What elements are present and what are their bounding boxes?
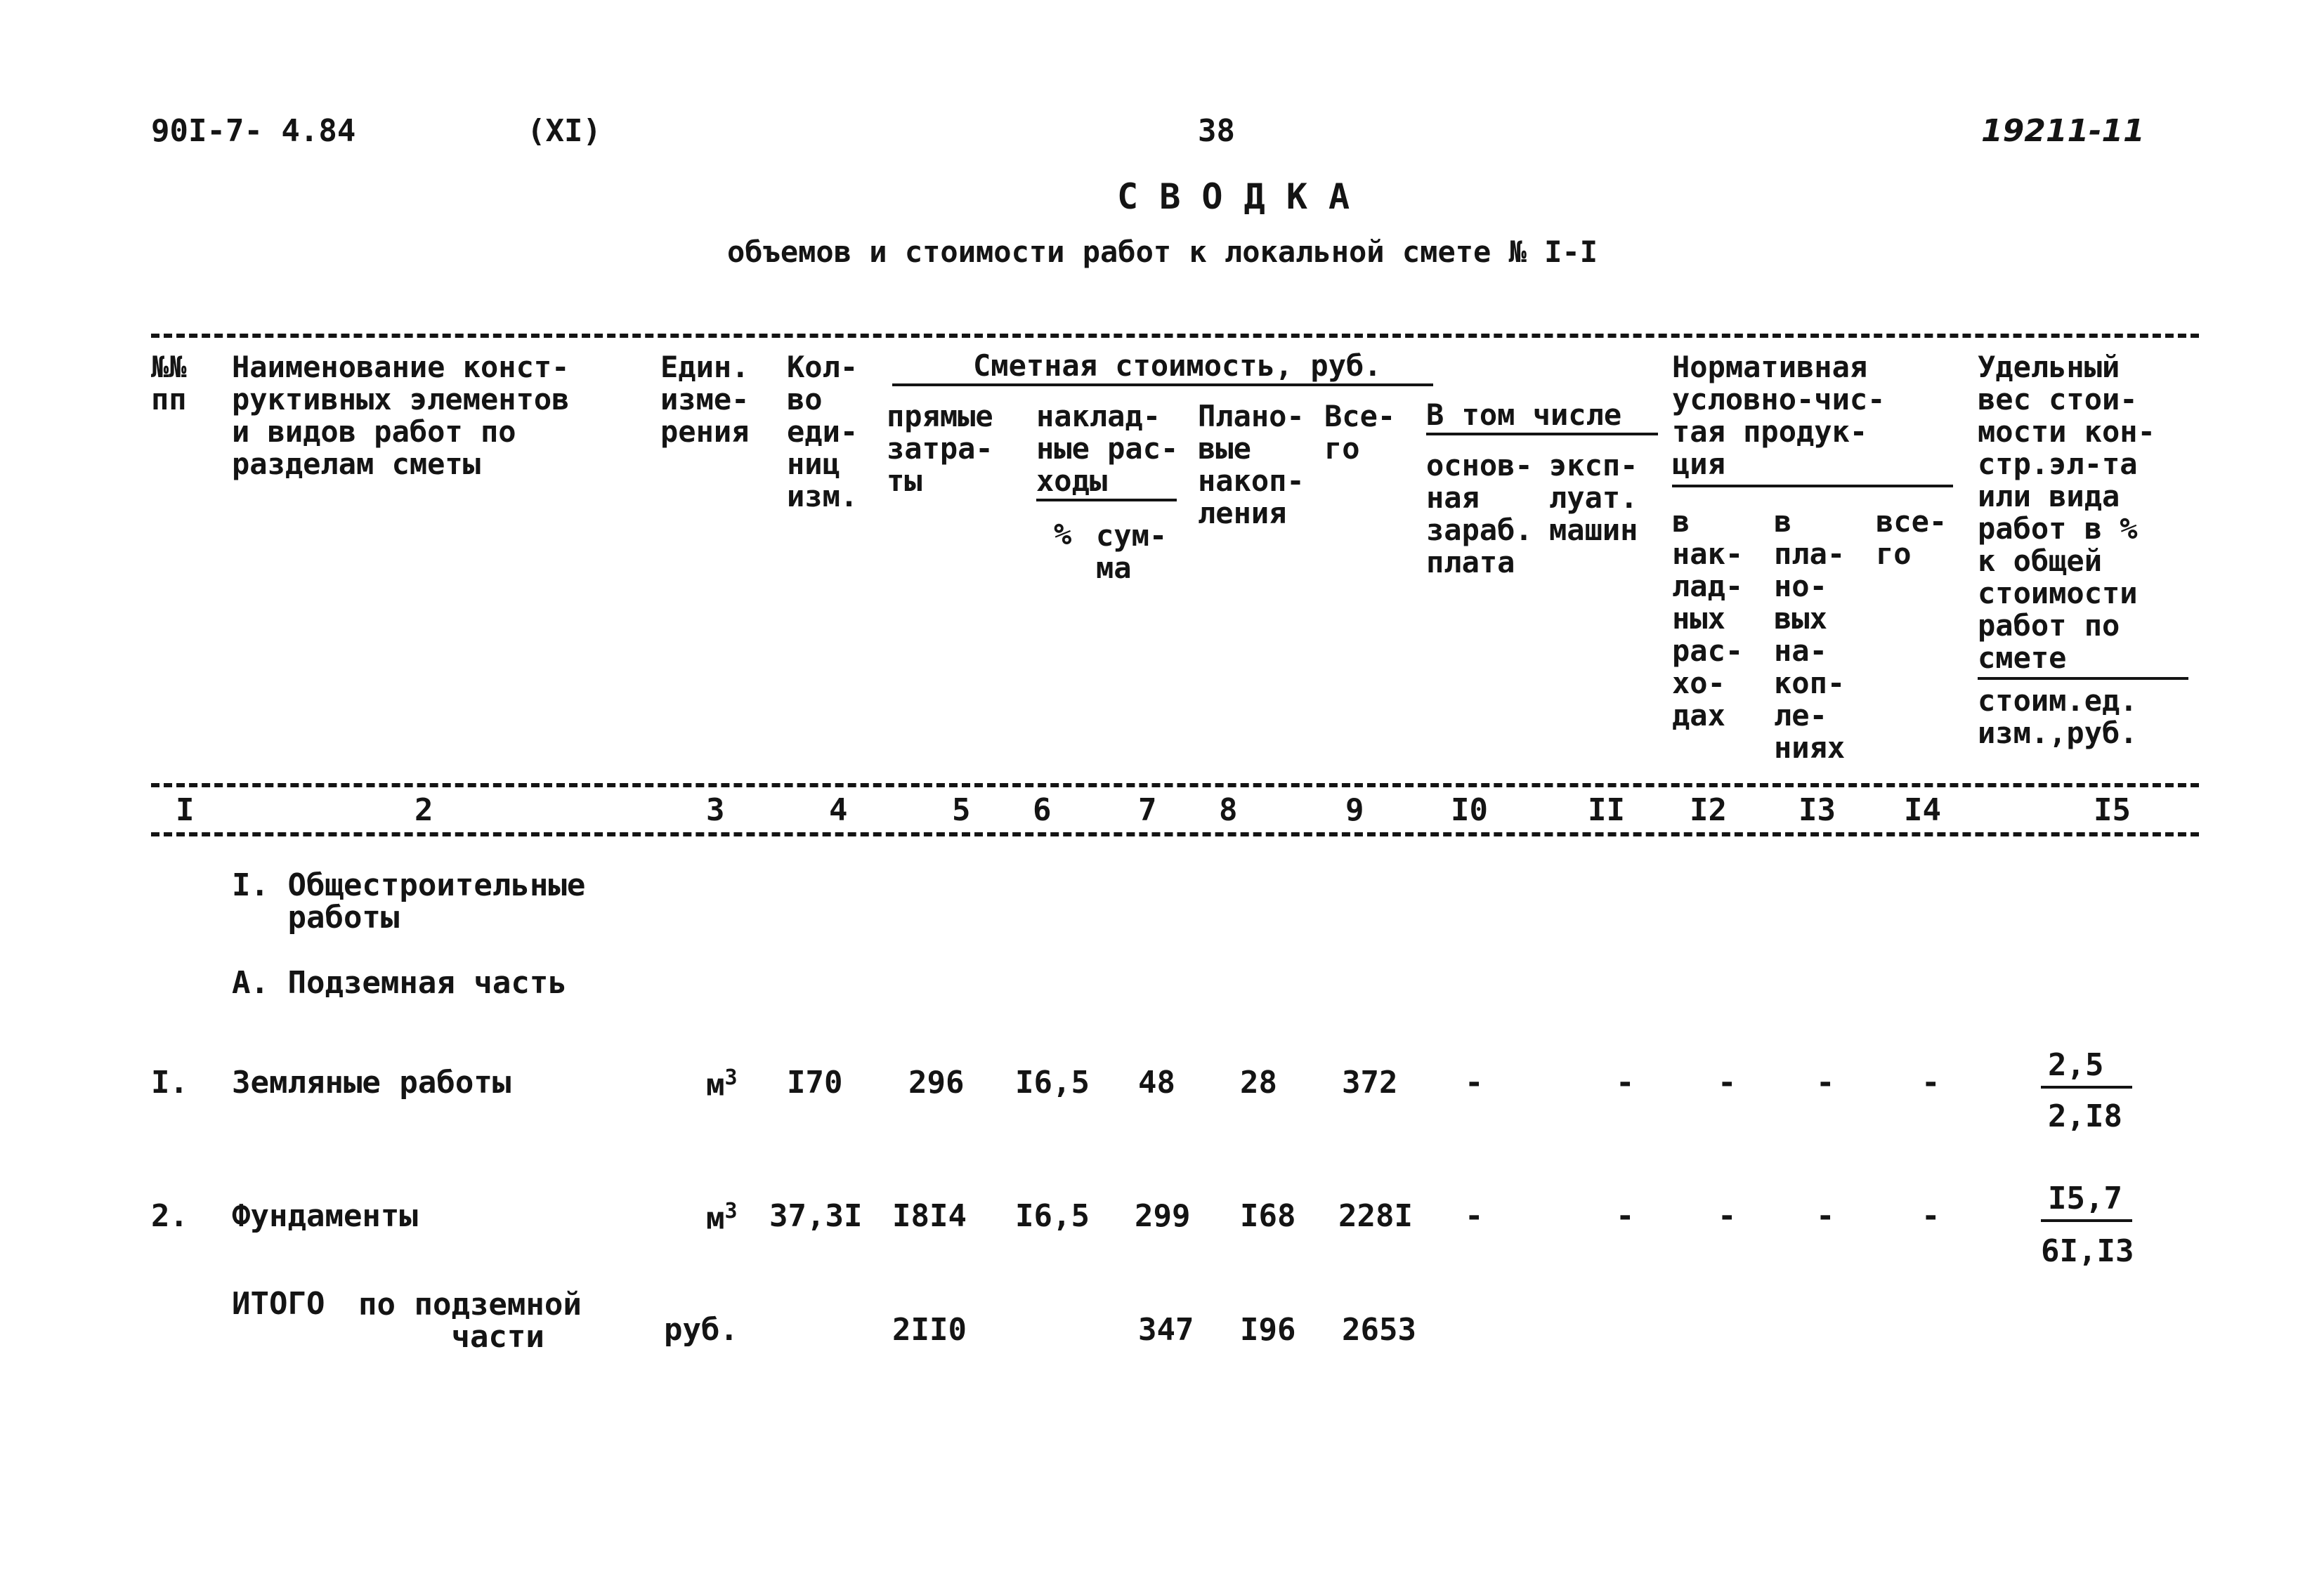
row-norm-overhead: - — [1718, 1198, 1737, 1234]
section-underground-part: А. Подземная часть — [232, 965, 567, 1001]
normative-underline — [1672, 485, 1953, 487]
subtotal-label-detail: по подземной части — [358, 1287, 582, 1355]
row-quantity: 37,3I — [769, 1198, 863, 1234]
column-number-8: 8 — [1219, 792, 1238, 828]
fraction-bar — [2041, 1219, 2132, 1222]
column-number-2: 2 — [414, 792, 433, 828]
cost-group-underline — [892, 383, 1433, 386]
row-share-percent: 2,5 — [2048, 1047, 2104, 1083]
including-underline — [1426, 433, 1658, 435]
subtotal-direct-costs: 2II0 — [892, 1312, 967, 1348]
subtotal-total-cost: 2653 — [1342, 1312, 1416, 1348]
column-number-14: I4 — [1904, 792, 1941, 828]
subtotal-overhead-sum: 347 — [1138, 1312, 1194, 1348]
row-name: Земляные работы — [232, 1065, 511, 1101]
header-overhead-sum: сум- ма — [1096, 518, 1168, 585]
header-specific-weight: Удельный вес стои- мости кон- стр.эл-та или вида работ в % к общей стоимости работ по смете — [1978, 350, 2155, 675]
subtotal-unit: руб. — [664, 1312, 738, 1348]
header-normative-group: Нормативная условно-чис- тая продук- ция — [1672, 350, 1886, 481]
header-quantity: Кол- во еди- ниц изм. — [787, 350, 859, 513]
column-numbers-rule — [151, 832, 2199, 836]
header-overhead-percent: % — [1054, 517, 1072, 551]
column-number-10: I0 — [1451, 792, 1488, 828]
row-norm-total: - — [1921, 1198, 1940, 1234]
row-overhead-percent: I6,5 — [1015, 1065, 1090, 1101]
header-unit: Един. изме- рения — [660, 350, 750, 449]
column-number-5: 5 — [952, 792, 971, 828]
row-unit-cost: 2,I8 — [2048, 1098, 2122, 1134]
header-basic-wages: основ- ная зараб. плата — [1426, 448, 1533, 579]
header-unit-cost: стоим.ед. изм.,руб. — [1978, 683, 2138, 750]
row-planned-savings: I68 — [1240, 1198, 1296, 1234]
row-quantity: I70 — [787, 1065, 843, 1101]
inventory-number: 19211-11 — [1981, 113, 2145, 149]
row-basic-wages: - — [1465, 1065, 1484, 1101]
column-number-6: 6 — [1033, 792, 1052, 828]
header-overhead: наклад- ные рас- ходы — [1036, 399, 1179, 498]
column-number-15: I5 — [2094, 792, 2131, 828]
header-total-cost: Все- го — [1324, 399, 1396, 466]
row-overhead-sum: 299 — [1135, 1198, 1191, 1234]
fraction-bar — [2041, 1086, 2132, 1089]
column-number-13: I3 — [1799, 792, 1836, 828]
row-norm-total: - — [1921, 1065, 1940, 1101]
specific-weight-underline — [1978, 677, 2188, 680]
row-name: Фундаменты — [232, 1198, 418, 1234]
section-general-construction: I. Общестроительные работы — [232, 867, 586, 935]
column-number-7: 7 — [1138, 792, 1157, 828]
header-direct-costs: прямые затра- ты — [887, 399, 993, 498]
page-number: 38 — [1198, 113, 1235, 149]
row-planned-savings: 28 — [1240, 1065, 1277, 1101]
column-number-1: I — [176, 792, 195, 828]
header-bottom-rule — [151, 783, 2199, 787]
row-norm-planned: - — [1816, 1198, 1835, 1234]
header-number: №№ пп — [151, 350, 187, 416]
row-direct-costs: 296 — [908, 1065, 965, 1101]
overhead-underline — [1036, 499, 1177, 501]
column-number-4: 4 — [829, 792, 848, 828]
header-cost-group: Сметная стоимость, руб. — [973, 348, 1382, 383]
row-basic-wages: - — [1465, 1198, 1484, 1234]
row-norm-planned: - — [1816, 1065, 1835, 1101]
header-planned-savings: Плано- вые накоп- ления — [1198, 399, 1305, 530]
subtotal-label: ИТОГО — [232, 1286, 325, 1322]
column-number-12: I2 — [1690, 792, 1727, 828]
subtotal-planned-savings: I96 — [1240, 1312, 1296, 1348]
row-number: I. — [151, 1065, 188, 1101]
document-title: С В О Д К А — [1117, 176, 1350, 217]
column-number-3: 3 — [706, 792, 725, 828]
document-subtitle: объемов и стоимости работ к локальной смете № I-I — [727, 235, 1598, 269]
row-machine-operation: - — [1616, 1065, 1635, 1101]
row-total-cost: 372 — [1342, 1065, 1398, 1101]
sheet-roman-number: (XI) — [527, 113, 601, 149]
row-unit: $м^3$ — [706, 1199, 738, 1237]
header-machine-operation: эксп- луат. машин — [1549, 448, 1638, 547]
row-direct-costs: I8I4 — [892, 1198, 967, 1234]
row-machine-operation: - — [1616, 1198, 1635, 1234]
row-total-cost: 228I — [1338, 1198, 1413, 1234]
row-unit: $м^3$ — [706, 1065, 738, 1103]
row-number: 2. — [151, 1198, 188, 1234]
document-code: 90I-7- 4.84 — [151, 113, 356, 149]
header-norm-planned: в пла- но- вых на- коп- ле- ниях — [1774, 504, 1846, 765]
table-top-rule — [151, 334, 2199, 338]
row-unit-cost: 6I,I3 — [2041, 1233, 2134, 1269]
header-norm-total: все- го — [1876, 504, 1947, 571]
column-number-11: II — [1588, 792, 1625, 828]
header-including-group: В том числе — [1426, 398, 1622, 432]
header-norm-overhead: в нак- лад- ных рас- хо- дах — [1672, 504, 1744, 733]
header-name: Наименование конст- руктивных элементов и видов работ по разделам сметы — [232, 350, 570, 481]
column-number-9: 9 — [1345, 792, 1364, 828]
row-norm-overhead: - — [1718, 1065, 1737, 1101]
row-overhead-sum: 48 — [1138, 1065, 1175, 1101]
row-share-percent: I5,7 — [2048, 1181, 2122, 1216]
row-overhead-percent: I6,5 — [1015, 1198, 1090, 1234]
